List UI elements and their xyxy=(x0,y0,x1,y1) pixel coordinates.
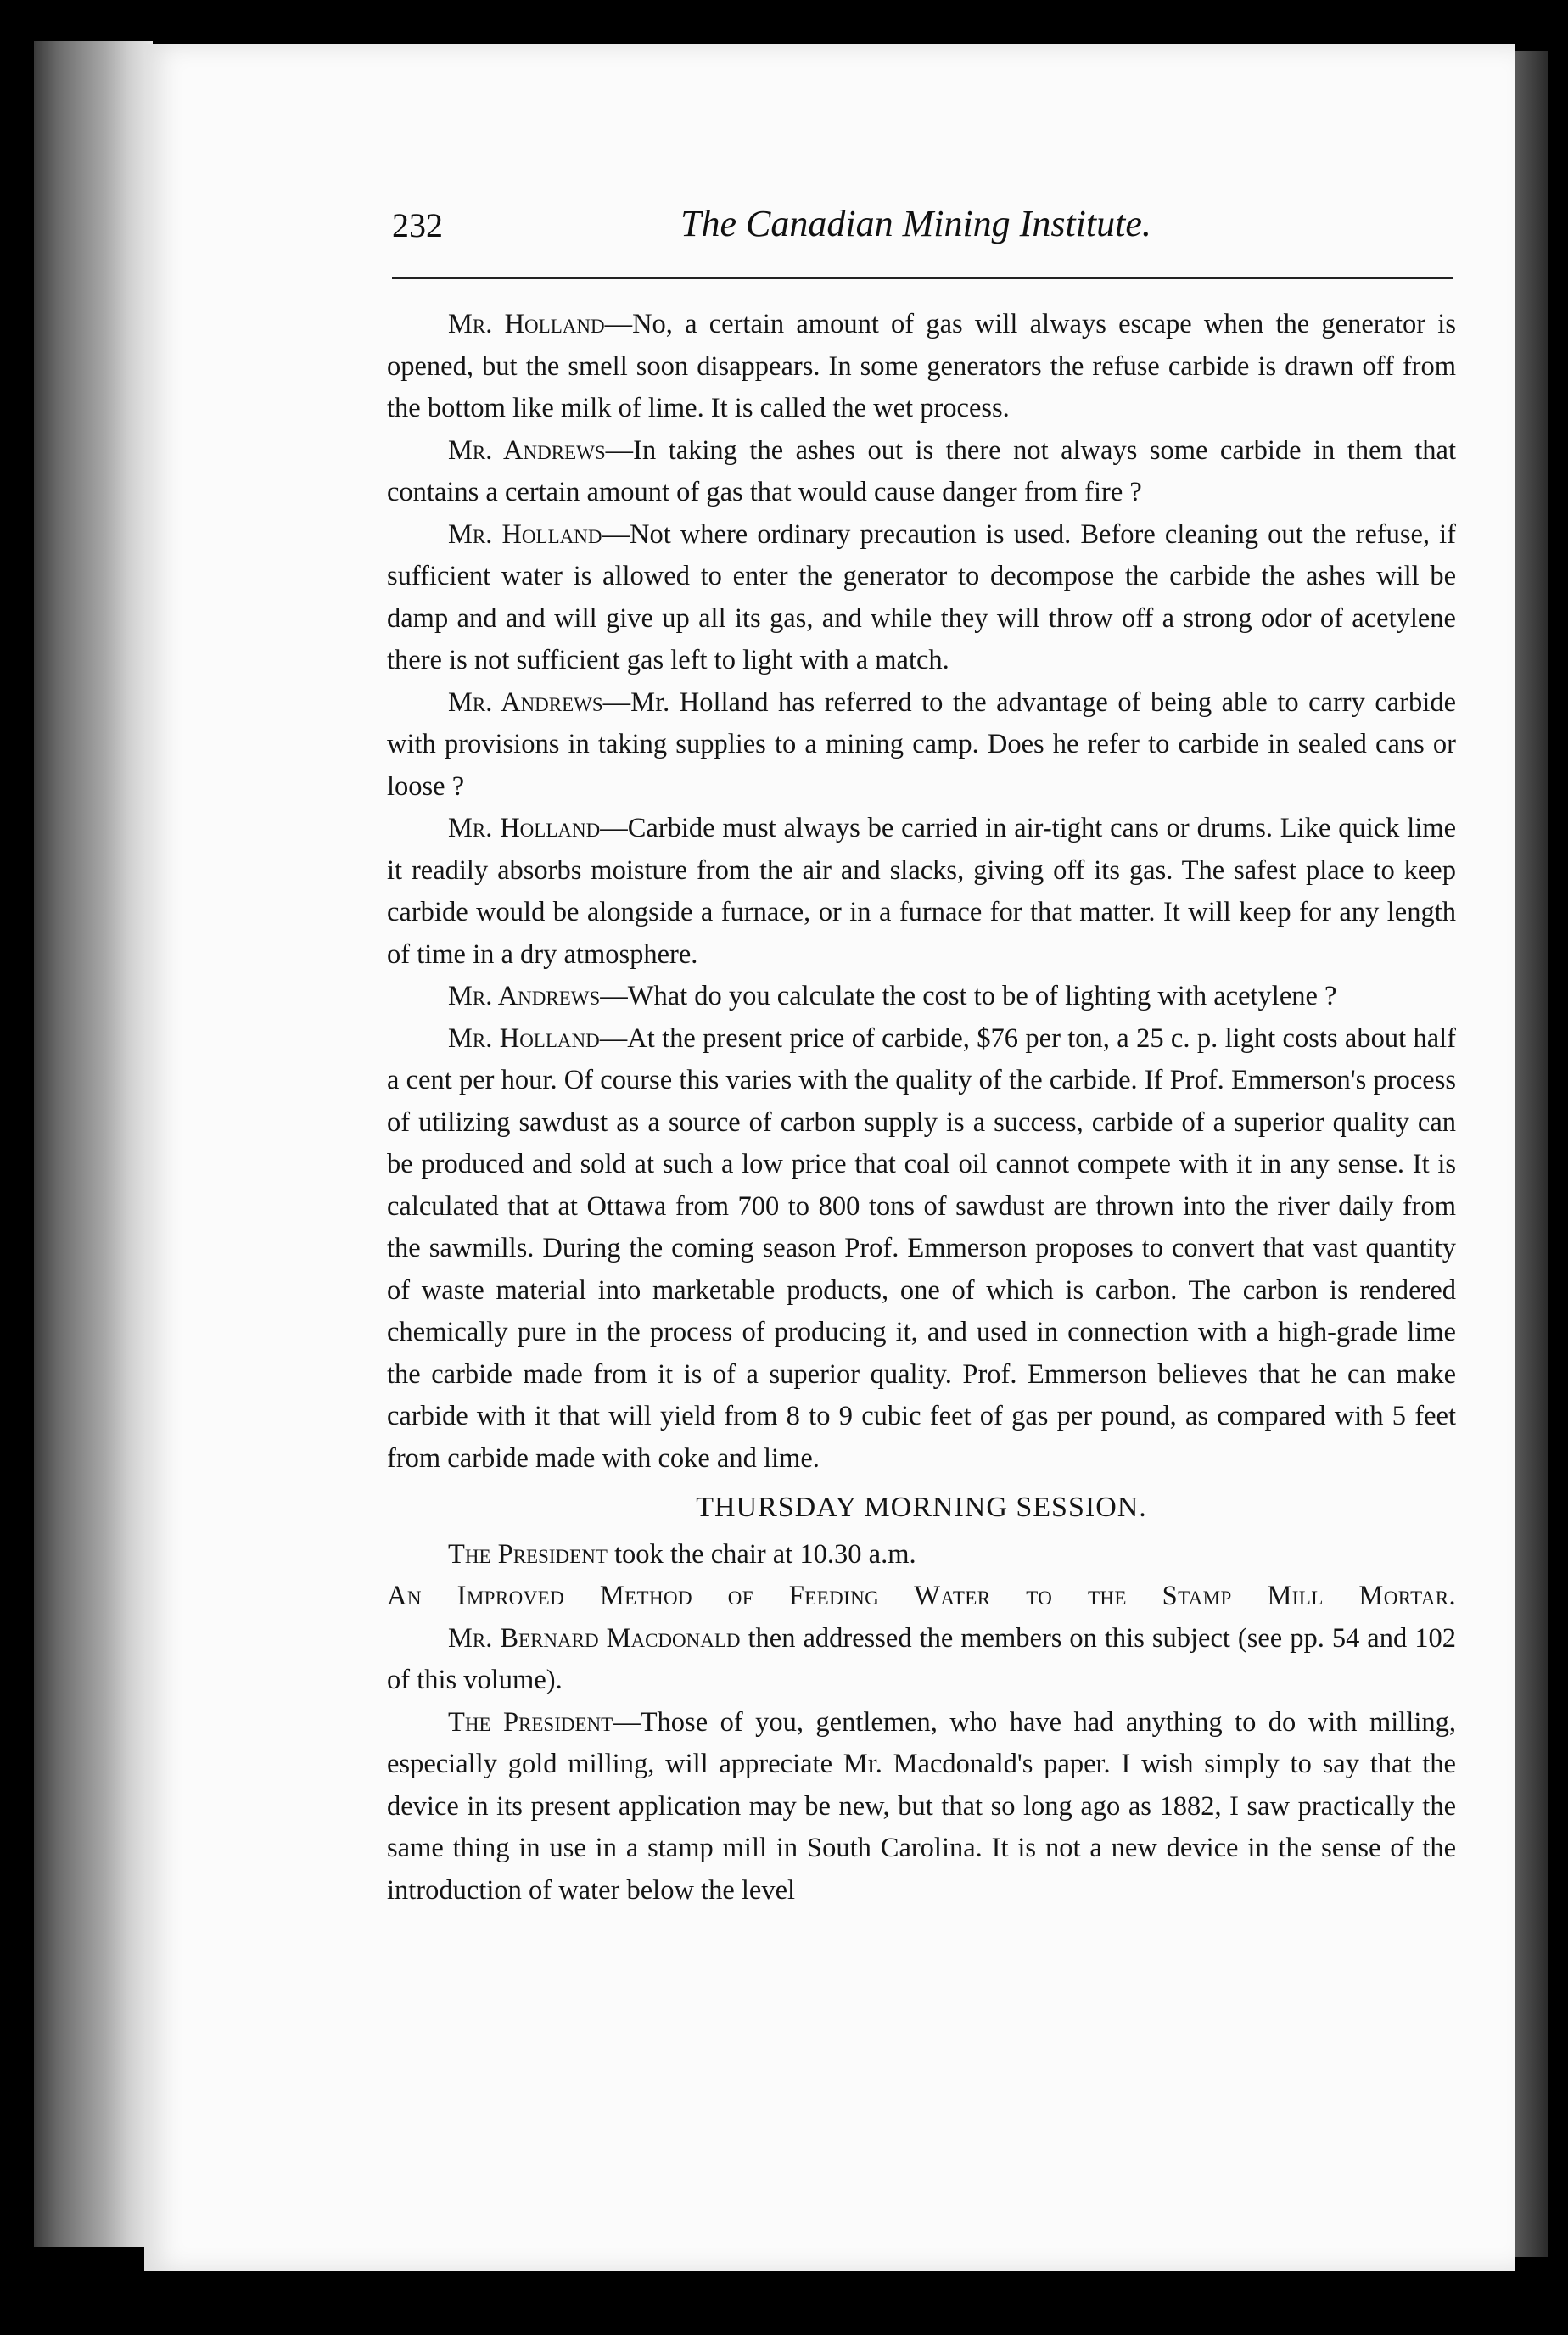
speaker-name: Mr. Andrews xyxy=(448,434,606,466)
speaker-name: Mr. Andrews xyxy=(448,686,603,718)
running-title: The Canadian Mining Institute. xyxy=(680,203,1151,244)
paragraph-3 xyxy=(387,514,1456,682)
speaker-name: The President xyxy=(448,1706,613,1738)
president-remark xyxy=(387,1702,1456,1912)
speaker-name: The President xyxy=(448,1538,608,1570)
paragraph-6 xyxy=(387,976,1456,1018)
paragraph-text: —No, a certain amount of gas will always escape when the generator is opened, but the smell soon disappears. In some generators the refuse carbide is drawn off from the bottom like milk of lime. It is called the wet process. xyxy=(387,309,1456,423)
speaker-name: Mr. Holland xyxy=(448,518,602,550)
subject-heading: An Improved Method of Feeding Water to the Stamp Mill Mortar. xyxy=(387,1581,1456,1611)
page-number: 232 xyxy=(392,206,443,244)
page-header xyxy=(392,202,1453,253)
paragraph-text: —What do you calculate the cost to be of lighting with acetylene ? xyxy=(600,981,1337,1011)
session-heading: THURSDAY MORNING SESSION. xyxy=(696,1492,1147,1523)
book-right-edge xyxy=(1515,51,1548,2257)
speaker-name: Mr. Holland xyxy=(448,1022,600,1054)
body-text xyxy=(387,304,1456,1912)
paragraph-text: —Not where ordinary precaution is used. Before cleaning out the refuse, if sufficient water is allowed to enter the generator to decompose the carbide the ashes will be damp and and will give up all its gas, and while they will throw off a strong odor of acetylene there is not sufficient gas left to light with a match. xyxy=(387,518,1457,675)
paragraph-text: —In taking the ashes out is there not always some carbide in them that contains a certain amount of gas that would cause danger from fire ? xyxy=(387,434,1456,507)
paragraph-text: —Carbide must always be carried in air-tight cans or drums. Like quick lime it readily absorbs moisture from the air and slacks, giving off its gas. The safest place to keep carbide would be alongside a furnace, or in a furnace for that matter. It will keep for any length of time in a dry atmosphere. xyxy=(387,813,1457,970)
paragraph-text: —At the present price of carbide, $76 per ton, a 25 c. p. light costs about half a cent per hour. Of course this varies with the quality of the carbide. If Prof. Emmerson's process of utilizing sawdust as a source of carbon supply is a success, carbide of a superior quality can be produced and sold at such a low price that coal oil cannot compete with it in any sense. It is calculated that at Ottawa from 700 to 800 tons of sawdust are thrown into the river daily from the sawmills. During the coming season Prof. Emmerson proposes to convert that vast quantity of waste material into marketable products, one of which is carbon. The carbon is rendered chemically pure in the process of producing it, and used in connection with a high-grade lime the carbide made from it is of a superior quality. Prof. Emmerson believes that he can make carbide with it that will yield from 8 to 9 cubic feet of gas per pound, as compared with 5 feet from carbide made with coke and lime. xyxy=(387,1022,1457,1474)
header-rule xyxy=(392,277,1453,279)
paragraph-4 xyxy=(387,682,1456,809)
book-page-edges xyxy=(34,41,153,2247)
speaker-name: Mr. Holland xyxy=(448,309,605,339)
paragraph-text: —Those of you, gentlemen, who have had anything to do with milling, especially gold milling, will appreciate Mr. Macdonald's paper. I wish simply to say that the device in its present application may be new, but that so long ago as 1882, I saw practically the same thing in use in a stamp mill in South Carolina. It is not a new device in the sense of the introduction of water below the level xyxy=(387,1706,1456,1906)
chair-line xyxy=(387,1534,1456,1576)
speaker-name: Mr. Holland xyxy=(448,813,601,843)
paragraph-text: took the chair at 10.30 a.m. xyxy=(607,1538,916,1570)
paragraph-text: —Mr. Holland has referred to the advantage of being able to carry carbide with provisions in taking supplies to a mining camp. Does he refer to carbide in sealed cans or loose ? xyxy=(387,686,1456,802)
speaker-name: Mr. Andrews xyxy=(448,981,601,1011)
paragraph-1 xyxy=(387,304,1456,430)
address-paragraph xyxy=(387,1618,1456,1702)
paragraph-7 xyxy=(387,1018,1456,1481)
speaker-name: Mr. Bernard Macdonald xyxy=(448,1622,741,1654)
paragraph-2 xyxy=(387,430,1456,514)
paragraph-text: then addressed the members on this subject (see pp. 54 and 102 of this volume). xyxy=(387,1622,1456,1695)
paragraph-5 xyxy=(387,808,1456,976)
